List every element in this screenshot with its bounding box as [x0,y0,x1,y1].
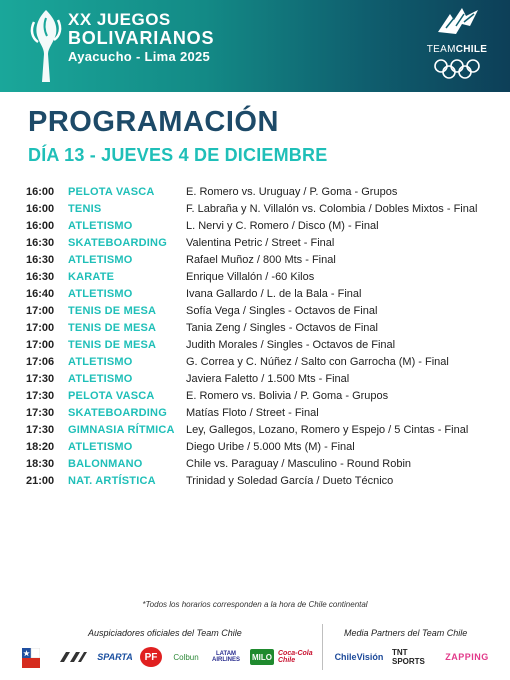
schedule-row [0,405,510,422]
event-time: 16:30 [26,271,55,283]
event-sport: TENIS DE MESA [68,339,157,351]
event-detail: Enrique Villalón / -60 Kilos [186,271,315,283]
event-time: 17:30 [26,424,55,436]
event-time: 17:06 [26,356,55,368]
event-time: 17:00 [26,322,55,334]
event-sport: BALONMANO [68,458,143,470]
event-time: 16:00 [26,220,55,232]
schedule-row [0,252,510,269]
event-time: 16:30 [26,237,55,249]
schedule-row [0,303,510,320]
event-detail: Tania Zeng / Singles - Octavos de Final [186,322,378,334]
team-chile-prefix: TEAM [426,44,456,55]
event-detail: Trinidad y Soledad García / Dueto Técnico [186,475,394,487]
schedule-row [0,320,510,337]
event-detail: Ley, Gallegos, Lozano, Romero y Espejo / 5 Cintas - Final [186,424,469,436]
sponsor-sparta-logo: SPARTA [97,652,133,662]
event-sport: PELOTA VASCA [68,390,155,402]
event-sport: ATLETISMO [68,220,133,232]
event-sport: SKATEBOARDING [68,407,167,419]
event-time: 17:00 [26,339,55,351]
torch-logo-icon [26,8,66,84]
event-detail: Chile vs. Paraguay / Masculino - Round Robin [186,458,412,470]
event-detail: G. Correa y C. Núñez / Salto con Garrocha (M) - Final [186,356,449,368]
schedule-row [0,235,510,252]
event-time: 18:20 [26,441,55,453]
team-chile-name: CHILE [455,44,488,55]
event-time: 21:00 [26,475,55,487]
event-time: 16:00 [26,203,55,215]
media-tnt-sports-logo: TNT SPORTS [392,648,425,666]
schedule-row [0,184,510,201]
event-detail: Rafael Muñoz / 800 Mts - Final [186,254,336,266]
event-sport: TENIS DE MESA [68,322,157,334]
schedule-row [0,371,510,388]
event-title-line2: BOLIVARIANOS [68,28,215,48]
event-time: 17:30 [26,373,55,385]
event-sport: NAT. ARTÍSTICA [68,475,156,487]
event-sport: TENIS [68,203,102,215]
jac-logo-icon [58,650,88,664]
event-title [68,11,214,63]
event-sport: ATLETISMO [68,288,133,300]
event-detail: Matías Floto / Street - Final [186,407,319,419]
sponsor-latam-logo: LATAM AIRLINES [211,651,240,663]
event-detail: Diego Uribe / 5.000 Mts (M) - Final [186,441,355,453]
schedule-row [0,269,510,286]
event-detail: Judith Morales / Singles - Octavos de Final [186,339,396,351]
event-sport: TENIS DE MESA [68,305,157,317]
timezone-footnote: *Todos los horarios corresponden a la hora de Chile continental [142,600,368,609]
media-chilevision-logo: ChileVisión [334,652,384,662]
page-title: PROGRAMACIÓN [28,106,279,138]
sponsors-label: Auspiciadores oficiales del Team Chile [88,628,242,638]
event-detail: Javiera Faletto / 1.500 Mts - Final [186,373,350,385]
event-time: 17:30 [26,407,55,419]
event-detail: F. Labraña y N. Villalón vs. Colombia / Dobles Mixtos - Final [186,203,478,215]
event-sport: ATLETISMO [68,441,133,453]
sponsor-cocacola-logo: Coca-Cola Chile [278,650,313,664]
schedule-row [0,473,510,490]
schedule-row [0,201,510,218]
schedule-row [0,439,510,456]
event-time: 18:30 [26,458,55,470]
event-sport: KARATE [68,271,115,283]
schedule-row [0,388,510,405]
media-partners-label: Media Partners del Team Chile [344,628,468,638]
sponsor-milo-logo: MILO [250,649,274,665]
event-detail: E. Romero vs. Bolivia / P. Goma - Grupos [186,390,389,402]
event-time: 16:30 [26,254,55,266]
event-sport: SKATEBOARDING [68,237,167,249]
event-sport: ATLETISMO [68,254,133,266]
event-time: 17:00 [26,305,55,317]
team-chile-text [422,44,492,55]
schedule-row [0,337,510,354]
schedule-row [0,218,510,235]
sponsor-divider [322,624,323,670]
event-detail: Valentina Petric / Street - Final [186,237,335,249]
event-time: 16:00 [26,186,55,198]
event-sport: PELOTA VASCA [68,186,155,198]
event-sport: GIMNASIA RÍTMICA [68,424,175,436]
event-detail: E. Romero vs. Uruguay / P. Goma - Grupos [186,186,398,198]
event-detail: L. Nervi y C. Romero / Disco (M) - Final [186,220,379,232]
schedule-row [0,286,510,303]
team-chile-logo [422,6,492,84]
sponsor-pf-logo: PF [140,647,162,667]
event-sport: ATLETISMO [68,373,133,385]
chile-government-logo-icon [22,648,40,668]
team-chile-emblem-icon [436,6,480,38]
event-time: 17:30 [26,390,55,402]
schedule-list [0,184,510,490]
schedule-row [0,456,510,473]
day-subtitle: DÍA 13 - JUEVES 4 DE DICIEMBRE [28,145,328,165]
event-time: 16:40 [26,288,55,300]
media-zapping-logo: ZAPPING [445,652,489,662]
olympic-rings-icon [432,58,482,80]
event-title-line1: XX JUEGOS [68,10,171,29]
event-title-line3: Ayacucho - Lima 2025 [68,49,211,64]
schedule-row [0,354,510,371]
event-sport: ATLETISMO [68,356,133,368]
sponsor-colbun-logo: Colbun [173,652,199,662]
event-detail: Ivana Gallardo / L. de la Bala - Final [186,288,362,300]
header-banner [0,0,510,92]
schedule-row [0,422,510,439]
event-detail: Sofía Vega / Singles - Octavos de Final [186,305,378,317]
